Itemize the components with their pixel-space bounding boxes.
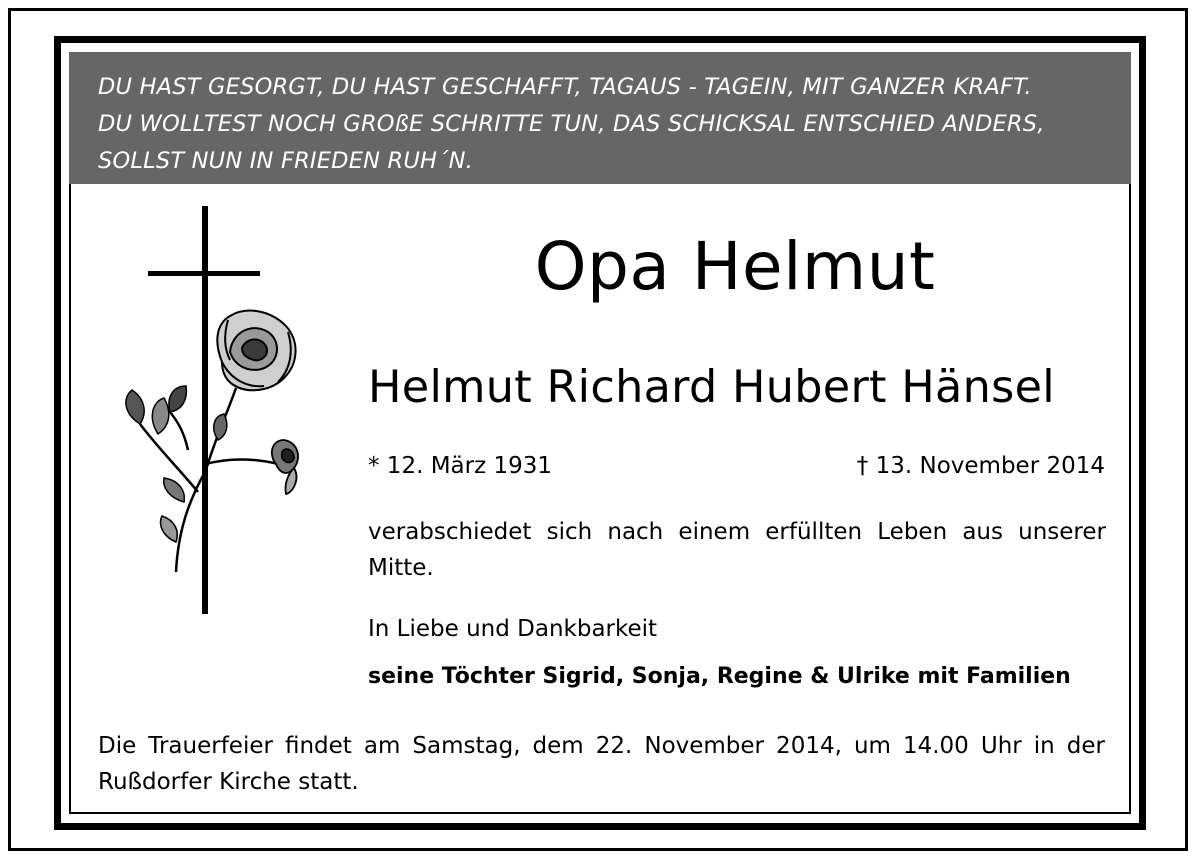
verse-line-2: DU WOLLTEST NOCH GROßE SCHRITTE TUN, DAS SCHICKSAL ENTSCHIED ANDERS, xyxy=(98,111,1045,137)
verse-line-3: SOLLST NUN IN FRIEDEN RUH´N. xyxy=(98,148,473,174)
signatories: seine Töchter Sigrid, Sonja, Regine & Ulrike mit Familien xyxy=(368,664,1071,689)
cross-horizontal-beam xyxy=(148,271,260,276)
death-date: † 13. November 2014 xyxy=(856,453,1105,479)
gratitude-text: In Liebe und Dankbarkeit xyxy=(368,616,658,642)
farewell-text: verabschiedet sich nach einem erfüllten Leben aus unserer Mitte. xyxy=(368,519,1106,581)
cross-with-rose-icon xyxy=(118,202,318,622)
full-name: Helmut Richard Hubert Hänsel xyxy=(368,362,1055,413)
rose-bud xyxy=(272,440,298,494)
service-info: Die Trauerfeier findet am Samstag, dem 22. November 2014, um 14.00 Uhr in der Rußdorfer Kirche statt. xyxy=(98,733,1105,795)
cross-vertical-beam xyxy=(202,206,208,614)
rose-leaves xyxy=(126,386,227,542)
birth-date: * 12. März 1931 xyxy=(368,453,553,479)
title: Opa Helmut xyxy=(534,228,936,305)
verse-line-1: DU HAST GESORGT, DU HAST GESCHAFFT, TAGAUS - TAGEIN, MIT GANZER KRAFT. xyxy=(98,74,1032,100)
rose-bloom xyxy=(217,311,295,391)
verse-band xyxy=(69,52,1131,184)
